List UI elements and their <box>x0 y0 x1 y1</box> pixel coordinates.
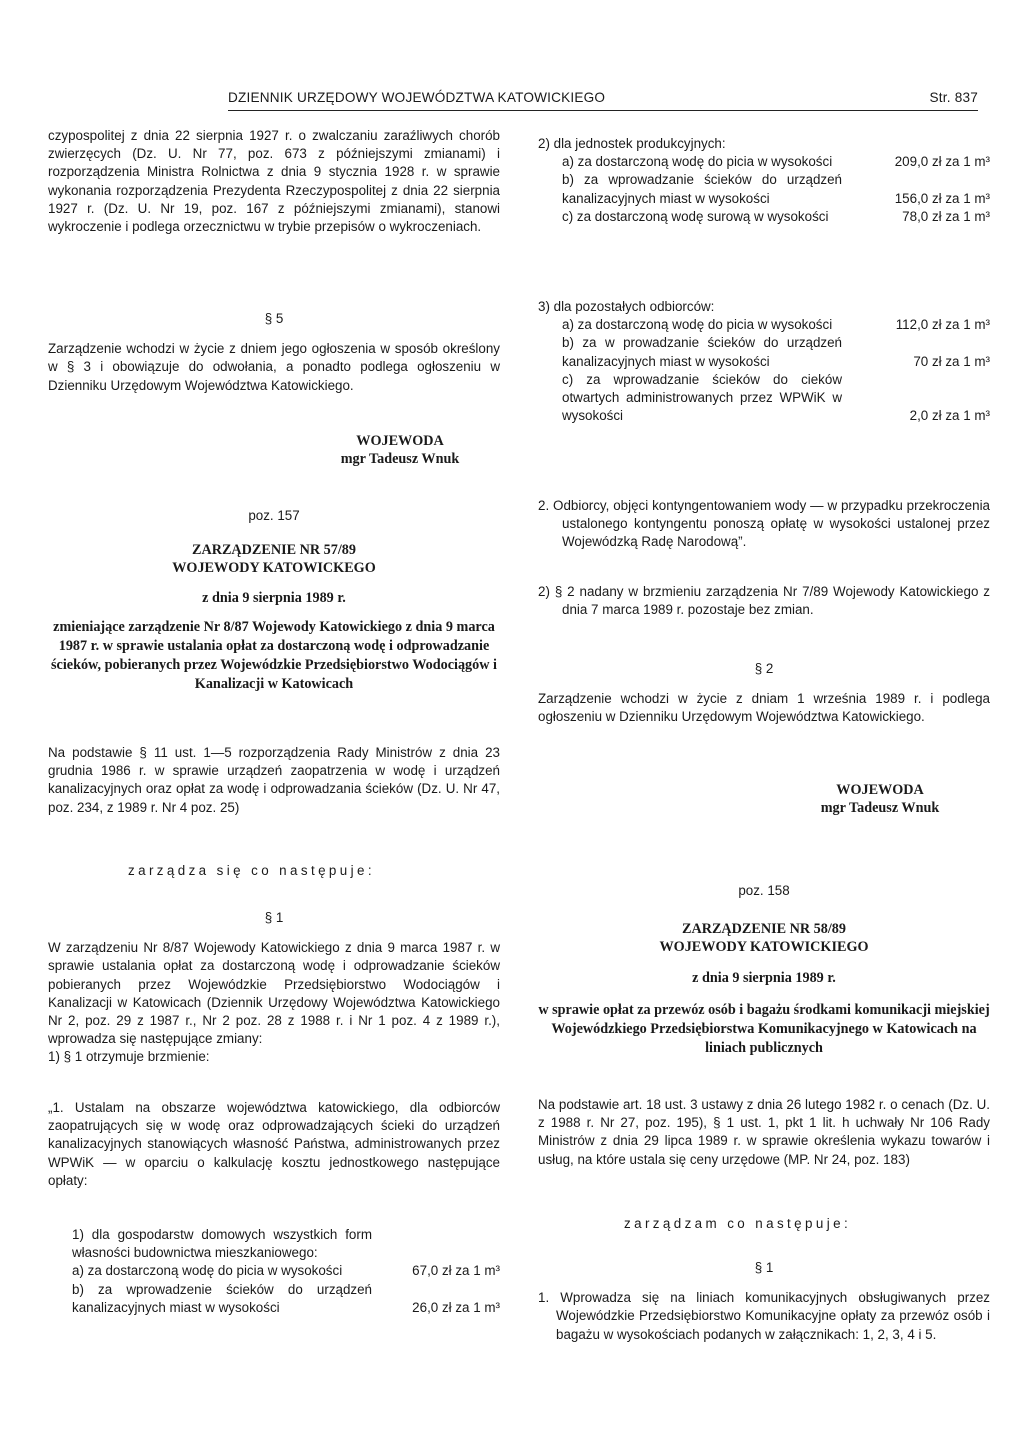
tariff-2b-amount: 156,0 zł za 1 m³ <box>894 190 990 206</box>
right-change-2 <box>538 583 990 619</box>
signature-name: mgr Tadeusz Wnuk <box>340 451 460 468</box>
act-subject: w sprawie opłat za przewóz osób i bagażu środkami komunikacji miejskiej Wojewódzkiego Przedsiębiorstwa Komunikacyjnego w Katowicach na liniach publicznych <box>538 1001 990 1056</box>
right-act-158 <box>538 882 990 1058</box>
tariff-2c-text: c) za dostarczoną wodę surową w wysokości <box>562 208 829 224</box>
quote-paragraph-1: „1. Ustalam na obszarze województwa katowickiego, dla odbiorców zaopatrujących się w wodę oraz odprowadzających ścieki do urządzeń kanalizacyjnych stanowiących własność Państwa, administrowanych przez WPWiK — w oparciu o kalkulację kosztu jednostkowego następujące opłaty: <box>48 1100 500 1188</box>
left-basis <box>48 744 500 817</box>
page-number: Str. 837 <box>929 90 978 105</box>
poz-158: poz. 158 <box>738 883 790 898</box>
tariff-1a-amount: 67,0 zł za 1 m³ <box>412 1263 500 1279</box>
act-title-1: ZARZĄDZENIE NR 58/89 <box>682 921 846 938</box>
right-tariffs-3 <box>538 298 990 425</box>
right-signature <box>780 781 980 817</box>
tariff-1b-amount: 26,0 zł za 1 m³ <box>412 1299 500 1315</box>
tariff-3c-text: c) za wprowadzanie ścieków do cieków otwartych administrowanych przez WPWiK w wysokości <box>562 371 842 424</box>
left-act-157 <box>48 507 500 694</box>
left-par1 <box>48 909 500 1067</box>
tariff-row-1b <box>48 1281 500 1317</box>
change-2: 2) § 2 nadany w brzmieniu zarządzenia Nr 7/89 Wojewody Katowickiego z dnia 7 marca 1989 r. pozostaje bez zmian. <box>538 584 990 618</box>
signature-title: WOJEWODA <box>356 433 444 449</box>
tariff-row-3a <box>538 316 990 334</box>
left-tariffs <box>48 1226 500 1317</box>
par5-text: Zarządzenie wchodzi w życie z dniem jego ogłoszenia w sposób określony w § 3 i obowiązuje do odwołania, a ponadto podlega ogłoszeniu w Dzienniku Urzędowym Województwa Katowickiego. <box>48 341 500 393</box>
par5-heading: § 5 <box>264 311 284 326</box>
category-3: 3) dla pozostałych odbiorców: <box>538 299 715 314</box>
tariff-row-3c <box>538 371 990 426</box>
tariff-2c-amount: 78,0 zł za 1 m³ <box>902 208 990 224</box>
orders-line: zarządzam co następuje: <box>624 1216 852 1231</box>
tariff-1a-text: a) za dostarczoną wodę do picia w wysokości <box>72 1263 343 1279</box>
signature-title: WOJEWODA <box>836 782 924 798</box>
intro-paragraph: czypospolitej z dnia 22 sierpnia 1927 r. o zwalczaniu zaraźliwych chorób zwierzęcych (Dz. U. Nr 77, poz. 673 z późniejszymi zmianami) i rozporządzenia Ministra Rolnictwa z dnia 9 stycznia 1928 r. w sprawie wykonania rozporządzenia Prezydenta Rzeczypospolitej z dnia 22 sierpnia 1927 r. (Dz. U. Nr 19, poz. 167 z późniejszymi zmianami), stanowi wykroczenie i podlega orzecznictwu w trybie przepisów o wykroczeniach. <box>48 128 500 235</box>
orders-line: zarządza się co następuje: <box>128 863 375 878</box>
left-quote <box>48 1099 500 1190</box>
act-date: z dnia 9 sierpnia 1989 r. <box>202 589 346 606</box>
tariff-3b-text: b) za w prowadzanie ścieków do urządzeń kanalizacyjnych miast w wysokości <box>562 335 842 369</box>
left-orders <box>48 862 500 880</box>
act-title-2: WOJEWODY KATOWICKEGO <box>172 560 376 577</box>
par1-text: 1. Wprowadza się na liniach komunikacyjnych obsługiwanych przez Wojewódzkie Przedsiębiorstwo Komunikacyjne opłaty za przewóz osób i bagażu w wysokościach podanych w załącznikach: 1, 2, 3, 4 i 5. <box>538 1290 990 1342</box>
left-signature <box>300 432 500 468</box>
right-basis <box>538 1096 990 1169</box>
tariff-row-2a <box>538 153 990 171</box>
change-1: 1) § 1 otrzymuje brzmienie: <box>48 1049 210 1065</box>
par2-heading: § 2 <box>754 661 774 676</box>
legal-basis: Na podstawie § 11 ust. 1—5 rozporządzenia Rady Ministrów z dnia 23 grudnia 1986 r. w sprawie urządzeń zaopatrzenia w wodę i urządzeń kanalizacyjnych oraz opłat za wodę i odprowadzania ścieków (Dz. U. Nr 47, poz. 234, z 1989 r. Nr 4 poz. 25) <box>48 745 500 815</box>
tariff-2a-amount: 209,0 zł za 1 m³ <box>894 154 990 170</box>
tariff-3a-text: a) za dostarczoną wodę do picia w wysokości <box>562 317 833 333</box>
act-title-2: WOJEWODY KATOWICKIEGO <box>659 939 869 956</box>
tariff-3a-amount: 112,0 zł za 1 m³ <box>895 317 990 333</box>
tariff-2a-text: a) za dostarczoną wodę do picia w wysokości <box>562 154 833 170</box>
tariff-row-2b <box>538 171 990 207</box>
par1-heading: § 1 <box>754 1260 774 1275</box>
legal-basis: Na podstawie art. 18 ust. 3 ustawy z dnia 26 lutego 1982 r. o cenach (Dz. U. z 1988 r. Nr 27, poz. 195), § 1 ust. 1, pkt 1 lit. h uchwały Nr 106 Rady Ministrów z dnia 29 lipca 1989 r. w sprawie określenia wykazu towarów i usług, na które ustala się ceny urzędowe (MP. Nr 24, poz. 183) <box>538 1097 990 1167</box>
par1-text: W zarządzeniu Nr 8/87 Wojewody Katowickiego z dnia 9 marca 1987 r. w sprawie ustalania opłat za dostarczoną wodę i odprowadzanie ścieków pobieranych przez Wojewódzkie Przedsiębiorstwo Wodociągów i Kanalizacji w Katowicach (Dziennik Urzędowy Województwa Katowickiego Nr 2, poz. 29 z 1987 r., Nr 2 poz. 28 z 1988 r. i Nr 1 poz. 4 z 1989 r.), wprowadza się następujące zmiany: <box>48 940 500 1047</box>
act-date: z dnia 9 sierpnia 1989 r. <box>692 969 836 986</box>
poz-157: poz. 157 <box>248 508 300 523</box>
header-rule <box>228 110 978 111</box>
tariff-1b-text: b) za wprowadzenie ścieków do urządzeń kanalizacyjnych miast w wysokości <box>72 1281 372 1315</box>
act-title-1: ZARZĄDZENIE NR 57/89 <box>192 542 356 559</box>
left-par5 <box>48 310 500 395</box>
right-orders <box>538 1215 990 1233</box>
tariff-3b-amount: 70 zł za 1 m³ <box>913 353 990 369</box>
journal-title: DZIENNIK URZĘDOWY WOJEWÓDZTWA KATOWICKIEGO <box>228 90 606 105</box>
point-2: 2. Odbiorcy, objęci kontyngentowaniem wody — w przypadku przekroczenia ustalonego kontyngentu ponoszą opłatę w wysokości ustalonej przez Wojewódzką Radę Narodową”. <box>538 498 990 550</box>
category-1: 1) dla gospodarstw domowych wszystkich form własności budownictwa mieszkaniowego: <box>72 1227 372 1261</box>
tariff-row-2c <box>538 208 990 226</box>
right-par1 <box>538 1259 990 1344</box>
category-2: 2) dla jednostek produkcyjnych: <box>538 136 726 151</box>
act-subject: zmieniające zarządzenie Nr 8/87 Wojewody Katowickiego z dnia 9 marca 1987 r. w sprawie ustalania opłat za dostarczoną wodę i odprowadzanie ścieków, pobieranych przez Wojewódzkie Przedsiębiorstwo Wodociągów i Kanalizacji w Katowicach <box>51 618 497 692</box>
right-par2 <box>538 660 990 727</box>
par1-heading: § 1 <box>264 910 284 925</box>
par2-text: Zarządzenie wchodzi w życie z dniam 1 września 1989 r. i podlega ogłoszeniu w Dzienniku Urzędowym Województwa Katowickiego. <box>538 691 990 725</box>
signature-name: mgr Tadeusz Wnuk <box>820 800 940 817</box>
tariff-2b-text: b) za wprowadzanie ścieków do urządzeń kanalizacyjnych miast w wysokości <box>562 172 842 206</box>
right-tariffs-2 <box>538 135 990 226</box>
tariff-3c-amount: 2,0 zł za 1 m³ <box>909 408 990 424</box>
right-point-2 <box>538 497 990 552</box>
tariff-row-1a <box>48 1262 500 1280</box>
left-intro <box>48 127 500 236</box>
tariff-row-3b <box>538 334 990 370</box>
